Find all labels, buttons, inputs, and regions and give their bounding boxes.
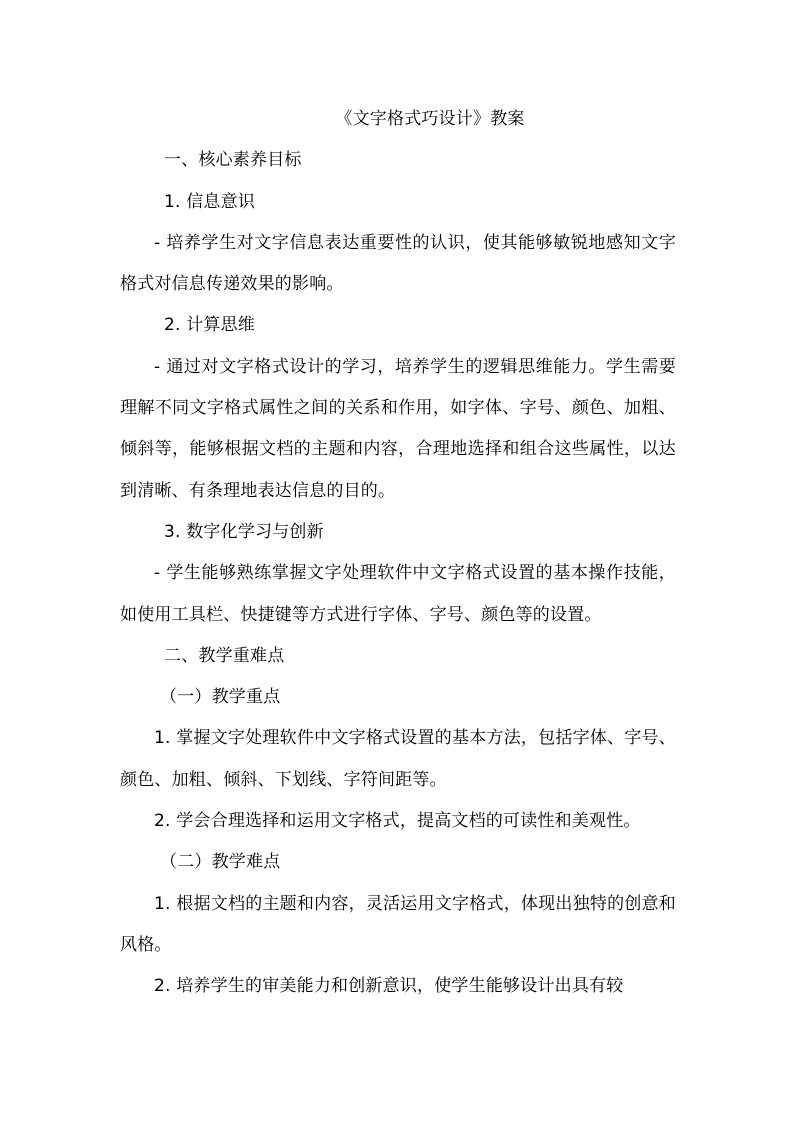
- list-item-focus-1: 1. 掌握文字处理软件中文字格式设置的基本方法，包括字体、字号、颜色、加粗、倾斜、下划线、字符间距等。: [120, 728, 676, 790]
- subheading-teaching-difficulty: （二）教学难点: [160, 852, 281, 873]
- subheading-computational-thinking: 2. 计算思维: [164, 315, 256, 336]
- subheading-teaching-focus: （一）教学重点: [160, 687, 281, 708]
- list-item-focus-2: 2. 学会合理选择和运用文字格式，提高文档的可读性和美观性。: [154, 811, 641, 832]
- document-title: 《文字格式巧设计》教案: [335, 109, 525, 129]
- paragraph-info-awareness: - 培养学生对文字信息表达重要性的认识，使其能够敏锐地感知文字格式对信息传递效果的影响。: [120, 232, 676, 295]
- paragraph-digital-learning: - 学生能够熟练掌握文字处理软件中文字格式设置的基本操作技能，如使用工具栏、快捷键等方式进行字体、字号、颜色等的设置。: [120, 563, 676, 625]
- document-body: [120, 99, 676, 1008]
- list-item-difficulty-2: 2. 培养学生的审美能力和创新意识，使学生能够设计出具有较: [154, 976, 624, 997]
- paragraph-computational-thinking: - 通过对文字格式设计的学习，培养学生的逻辑思维能力。学生需要理解不同文字格式属性之间的关系和作用，如字体、字号、颜色、加粗、倾斜等，能够根据文档的主题和内容，合理地选择和组合这些属性，以达到清晰、有条理地表达信息的目的。: [120, 356, 676, 501]
- subheading-digital-learning: 3. 数字化学习与创新: [164, 521, 324, 542]
- section-heading-core-goals: 一、核心素养目标: [164, 150, 302, 171]
- subheading-info-awareness: 1. 信息意识: [164, 191, 256, 212]
- section-heading-key-difficulties: 二、教学重难点: [164, 645, 285, 666]
- list-item-difficulty-1: 1. 根据文档的主题和内容，灵活运用文字格式，体现出独特的创意和风格。: [120, 893, 676, 955]
